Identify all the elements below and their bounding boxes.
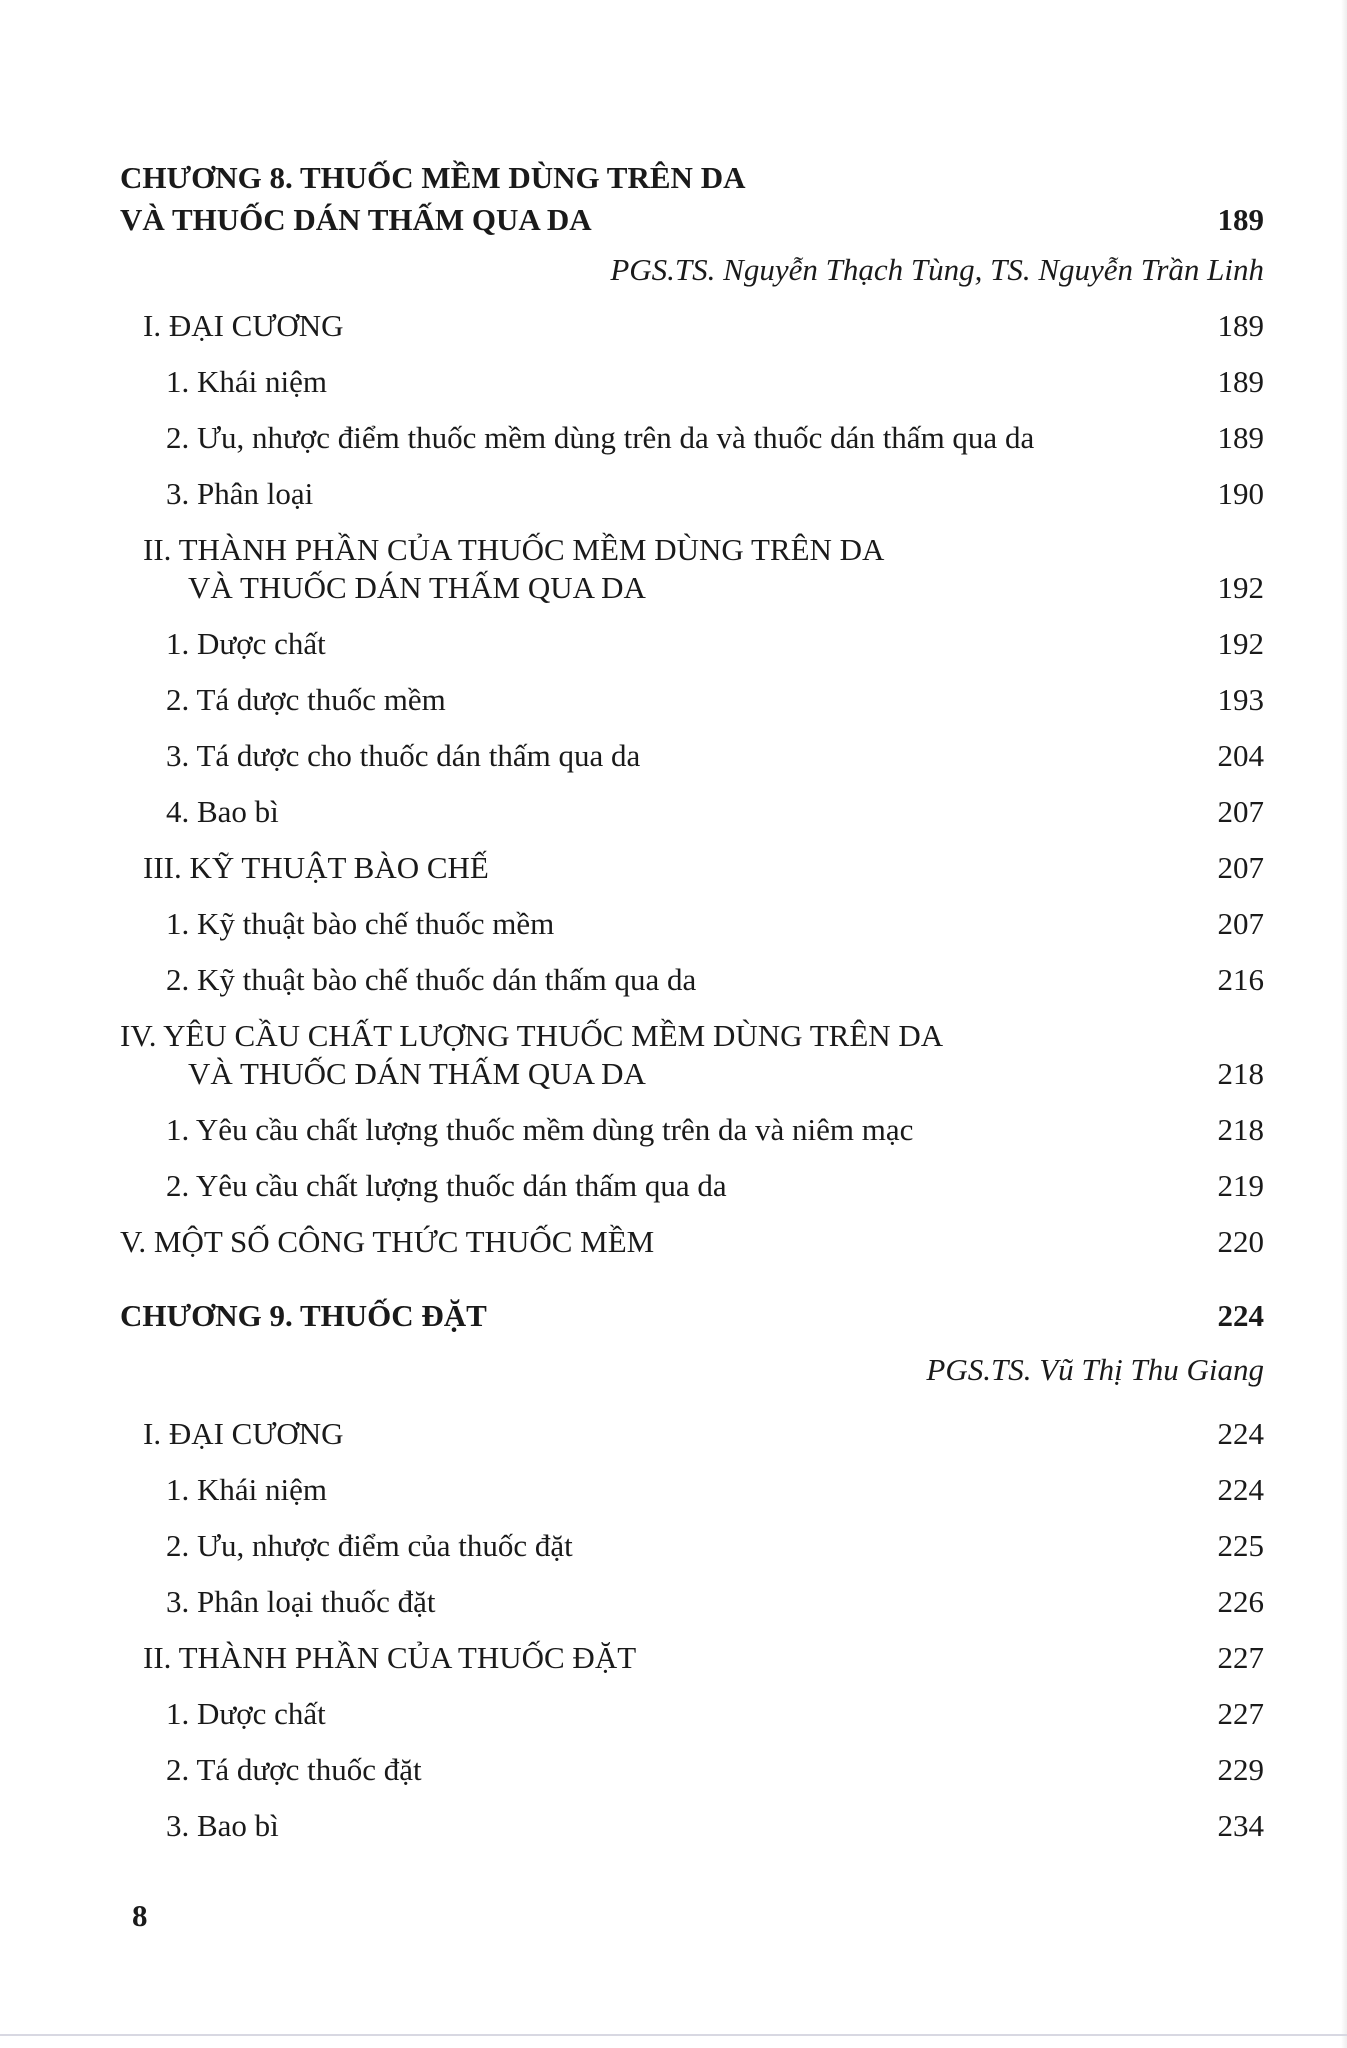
toc-entry-page: 189: [1217, 420, 1264, 455]
toc-entry-text: 2. Kỹ thuật bào chế thuốc dán thấm qua da: [166, 962, 697, 997]
toc-entry-text: IV. YÊU CẦU CHẤT LƯỢNG THUỐC MỀM DÙNG TRÊN DA: [120, 1018, 944, 1053]
toc-entry: [0, 1638, 1347, 1688]
toc-entry: [0, 1526, 1347, 1576]
toc-entry: [0, 1470, 1347, 1520]
toc-entry-page: 220: [1217, 1224, 1264, 1259]
chapter-9-authors: PGS.TS. Vũ Thị Thu Giang: [926, 1352, 1264, 1387]
toc-entry-page: 218: [1217, 1112, 1264, 1147]
toc-entry-page: 190: [1217, 476, 1264, 511]
toc-entry-text: 3. Bao bì: [166, 1808, 279, 1843]
toc-entry-text: 3. Phân loại thuốc đặt: [166, 1584, 436, 1619]
chapter-9-authors-row: [0, 1350, 1347, 1400]
toc-entry: [0, 306, 1347, 356]
toc-entry: [0, 736, 1347, 786]
toc-entry-text: 1. Dược chất: [166, 626, 326, 661]
toc-entry-text: 1. Khái niệm: [166, 1472, 327, 1507]
toc-entry-page: 218: [1217, 1056, 1264, 1091]
toc-entry-page: 224: [1217, 1416, 1264, 1451]
toc-entry: [0, 848, 1347, 898]
toc-entry-text: I. ĐẠI CƯƠNG: [143, 1416, 344, 1451]
chapter-9-page: 224: [1217, 1298, 1264, 1333]
page-edge-shadow: [1341, 0, 1347, 2048]
toc-entry-text: 1. Kỹ thuật bào chế thuốc mềm: [166, 906, 555, 941]
chapter-9-title: CHƯƠNG 9. THUỐC ĐẶT: [120, 1298, 487, 1333]
toc-entry-page: 216: [1217, 962, 1264, 997]
toc-entry: [0, 1222, 1347, 1272]
toc-entry: [0, 624, 1347, 674]
chapter-8-title-line1: CHƯƠNG 8. THUỐC MỀM DÙNG TRÊN DA: [120, 160, 746, 195]
toc-entry-text: 3. Phân loại: [166, 476, 314, 511]
toc-entry-page: 189: [1217, 364, 1264, 399]
toc-entry: [0, 960, 1347, 1010]
chapter-8-page: 189: [1217, 202, 1264, 237]
toc-entry-page: 192: [1217, 570, 1264, 605]
toc-entry: [0, 1110, 1347, 1160]
toc-entry-text: 1. Yêu cầu chất lượng thuốc mềm dùng trên da và niêm mạc: [166, 1112, 914, 1147]
chapter-8-title-line2: VÀ THUỐC DÁN THẤM QUA DA: [120, 202, 592, 237]
toc-entry-text: 2. Ưu, nhược điểm thuốc mềm dùng trên da và thuốc dán thấm qua da: [166, 420, 1035, 455]
toc-entry-page: 193: [1217, 682, 1264, 717]
toc-entry: [0, 1414, 1347, 1464]
toc-entry-page: 224: [1217, 1472, 1264, 1507]
toc-entry: [0, 1166, 1347, 1216]
page-bottom-line: [0, 2034, 1347, 2036]
toc-entry: [0, 792, 1347, 842]
toc-entry-text: 4. Bao bì: [166, 794, 279, 829]
chapter-8-heading-line2: [0, 200, 1347, 250]
toc-entry-page: 227: [1217, 1640, 1264, 1675]
toc-entry: [0, 1806, 1347, 1856]
toc-entry-text: 1. Khái niệm: [166, 364, 327, 399]
toc-entry: [0, 474, 1347, 524]
toc-entry: [0, 418, 1347, 468]
toc-entry-text: III. KỸ THUẬT BÀO CHẾ: [143, 850, 489, 885]
toc-entry-text: V. MỘT SỐ CÔNG THỨC THUỐC MỀM: [120, 1224, 655, 1259]
toc-entry-text: II. THÀNH PHẦN CỦA THUỐC MỀM DÙNG TRÊN DA: [143, 532, 885, 567]
toc-entry-continued: [0, 568, 1347, 618]
toc-entry-page: 234: [1217, 1808, 1264, 1843]
toc-entry-page: 219: [1217, 1168, 1264, 1203]
toc-entry: [0, 1694, 1347, 1744]
toc-entry-page: 204: [1217, 738, 1264, 773]
toc-entry-continued: [0, 1054, 1347, 1104]
toc-entry-text: I. ĐẠI CƯƠNG: [143, 308, 344, 343]
toc-entry-page: 227: [1217, 1696, 1264, 1731]
toc-entry-page: 226: [1217, 1584, 1264, 1619]
toc-entry-text-line2: VÀ THUỐC DÁN THẤM QUA DA: [188, 1056, 646, 1091]
toc-entry-text: 2. Ưu, nhược điểm của thuốc đặt: [166, 1528, 573, 1563]
toc-entry: [0, 362, 1347, 412]
toc-entry-page: 192: [1217, 626, 1264, 661]
toc-entry-text: 2. Tá dược thuốc mềm: [166, 682, 446, 717]
chapter-9-heading: [0, 1296, 1347, 1346]
toc-entry-page: 207: [1217, 906, 1264, 941]
chapter-8-authors: PGS.TS. Nguyễn Thạch Tùng, TS. Nguyễn Trần Linh: [610, 252, 1264, 287]
toc-entry-text: II. THÀNH PHẦN CỦA THUỐC ĐẶT: [143, 1640, 637, 1675]
toc-entry: [0, 1750, 1347, 1800]
toc-entry-page: 207: [1217, 794, 1264, 829]
toc-entry-text: 3. Tá dược cho thuốc dán thấm qua da: [166, 738, 641, 773]
toc-entry-page: 207: [1217, 850, 1264, 885]
toc-entry-page: 225: [1217, 1528, 1264, 1563]
toc-entry-page: 229: [1217, 1752, 1264, 1787]
toc-entry-text: 2. Tá dược thuốc đặt: [166, 1752, 422, 1787]
toc-entry-text: 1. Dược chất: [166, 1696, 326, 1731]
toc-entry: [0, 904, 1347, 954]
toc-entry: [0, 1582, 1347, 1632]
chapter-8-authors-row: [0, 250, 1347, 300]
page-number: 8: [132, 1898, 148, 1933]
toc-entry-text-line2: VÀ THUỐC DÁN THẤM QUA DA: [188, 570, 646, 605]
toc-entry-text: 2. Yêu cầu chất lượng thuốc dán thấm qua da: [166, 1168, 727, 1203]
toc-entry-page: 189: [1217, 308, 1264, 343]
toc-entry: [0, 680, 1347, 730]
